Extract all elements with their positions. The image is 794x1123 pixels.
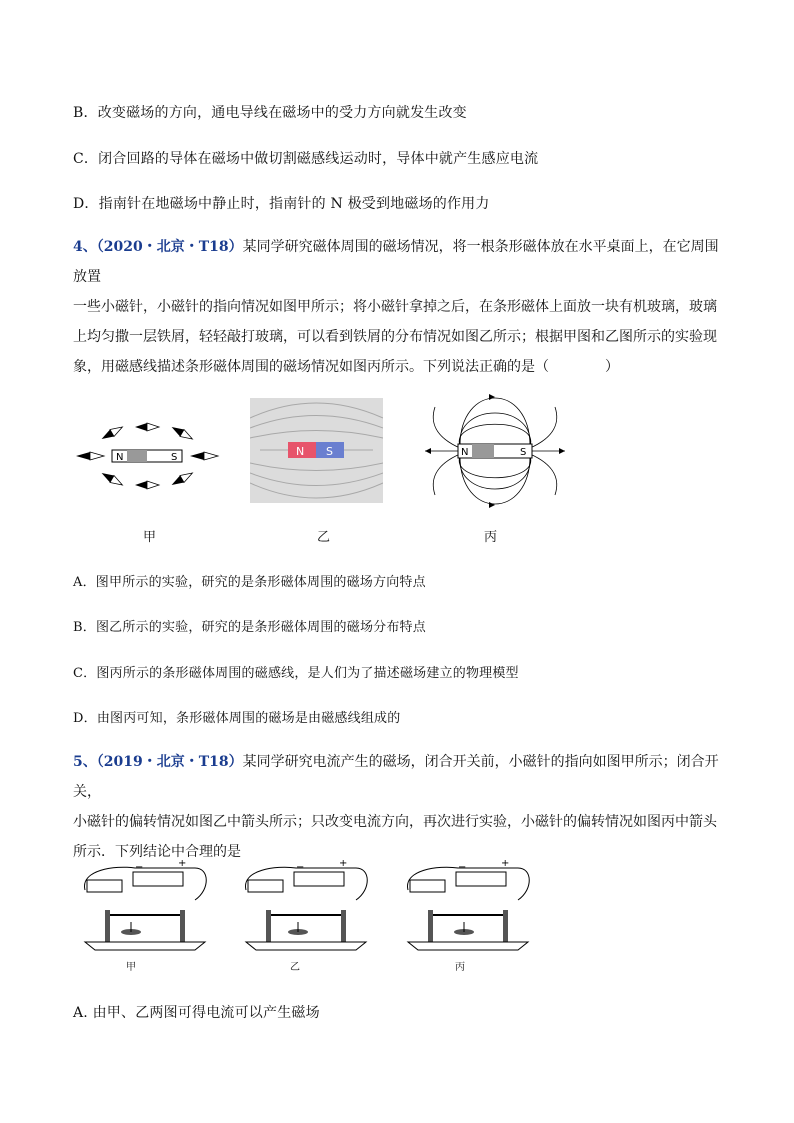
q4-option-d: D．由图丙可知，条形磁体周围的磁场是由磁感线组成的 <box>73 711 401 726</box>
q5-number: 5、 <box>73 754 97 770</box>
q4-stem-line-2: 一些小磁针，小磁针的指向情况如图甲所示；将小磁针拿掉之后，在条形磁体上面放一块有机玻璃，玻璃 <box>73 299 717 315</box>
q5-figure-bing <box>398 860 538 955</box>
q4-source: （2020・北京・T18） <box>96 239 243 255</box>
q5-bing-terminal-minus: − <box>458 862 467 873</box>
q5-stem-line-1: 某同学研究电流产生的磁场，闭合开关前，小磁针的指向如图甲所示；闭合开关， <box>73 754 719 800</box>
q4-figure-yi <box>250 398 383 503</box>
compass-needle <box>100 470 125 489</box>
q4-caption-bing: 丙 <box>484 530 498 545</box>
q4-figure-bing <box>420 392 570 510</box>
q4-option-a: A．图甲所示的实验，研究的是条形磁体周围的磁场方向特点 <box>73 575 426 590</box>
q5-caption-bing: 丙 <box>455 962 465 973</box>
compass-needle <box>170 424 195 443</box>
q4-yi-s-label: S <box>326 445 333 458</box>
q4-stem-line-3: 上均匀撒一层铁屑，轻轻敲打玻璃，可以看到铁屑的分布情况如图乙所示；根据甲图和乙图所示的实验现 <box>73 329 717 345</box>
q4-jia-s-label: S <box>171 452 178 463</box>
q3-option-b: B．改变磁场的方向，通电导线在磁场中的受力方向就发生改变 <box>73 105 467 121</box>
q5-figure-jia <box>75 860 215 955</box>
q4-stem <box>73 232 725 382</box>
q5-bing-terminal-plus: + <box>501 860 510 869</box>
compass-needle <box>135 423 159 431</box>
q5-jia-terminal-plus: + <box>178 860 187 869</box>
q4-caption-yi: 乙 <box>317 530 331 545</box>
q3-option-d: D．指南针在地磁场中静止时，指南针的 N 极受到地磁场的作用力 <box>73 196 490 212</box>
q5-stem-line-3: 所示．下列结论中合理的是 <box>73 844 241 860</box>
q3-option-c: C．闭合回路的导体在磁场中做切割磁感线运动时，导体中就产生感应电流 <box>73 151 539 167</box>
compass-needle <box>190 452 218 460</box>
compass-needle <box>76 452 104 460</box>
q5-yi-terminal-plus: + <box>339 860 348 869</box>
q5-source: （2019・北京・T18） <box>96 754 243 770</box>
q5-jia-terminal-minus: − <box>135 862 144 873</box>
compass-needle <box>170 470 195 489</box>
q4-yi-n-label: N <box>296 445 305 458</box>
q4-bing-n-label: N <box>461 447 469 458</box>
q5-caption-yi: 乙 <box>290 962 300 973</box>
q4-figure-jia <box>72 415 222 495</box>
q5-stem-line-2: 小磁针的偏转情况如图乙中箭头所示；只改变电流方向，再次进行实验，小磁针的偏转情况如图丙中箭头 <box>73 814 717 830</box>
q5-yi-terminal-minus: − <box>296 862 305 873</box>
q5-caption-jia: 甲 <box>126 962 136 973</box>
q4-caption-jia: 甲 <box>143 530 157 545</box>
compass-needle <box>135 481 159 489</box>
q4-jia-n-label: N <box>116 452 124 463</box>
q4-option-c: C．图丙所示的条形磁体周围的磁感线，是人们为了描述磁场建立的物理模型 <box>73 666 519 681</box>
q4-stem-line-4: 象，用磁感线描述条形磁体周围的磁场情况如图丙所示。下列说法正确的是（ ） <box>73 359 619 375</box>
q4-stem-line-1: 某同学研究磁体周围的磁场情况，将一根条形磁体放在水平桌面上，在它周围放置 <box>73 239 719 285</box>
q4-bing-s-label: S <box>520 447 527 458</box>
compass-needle <box>100 424 125 443</box>
q5-stem <box>73 747 725 867</box>
q5-figure-yi <box>236 860 376 955</box>
q4-number: 4、 <box>73 239 97 255</box>
q4-option-b: B．图乙所示的实验，研究的是条形磁体周围的磁场分布特点 <box>73 620 426 635</box>
q5-option-a: A. 由甲、乙两图可得电流可以产生磁场 <box>73 1005 320 1021</box>
